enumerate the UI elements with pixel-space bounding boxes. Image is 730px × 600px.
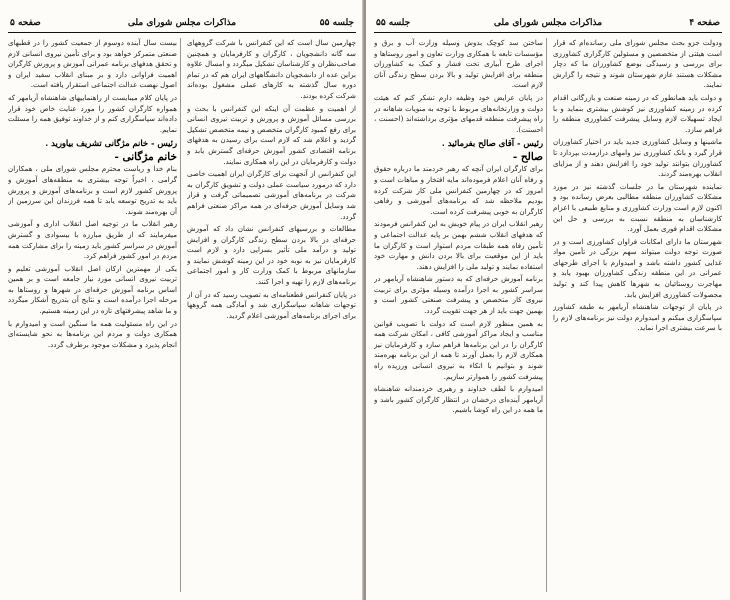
column-left — [374, 38, 547, 592]
paragraph: به همین منظور لازم است که دولت با تصویب قوانین مناسب و ایجاد مراکز آموزشی کافی ، امکان شرکت همه کارگران را در این برنامه‌ها فراهم سازد و کارفرمایان نیز همکاری لازم را بعمل آورند تا همه از این برنامه بهره‌مند شوند و بتوانیم با اتکاء به نیروی انسانی ورزیده راه پیشرفت کشور را هموارتر سازیم. — [374, 318, 543, 381]
page-number: صفحه ۵ — [10, 18, 41, 28]
paragraph: ماشینها و وسایل کشاورزی جدید باید در اختیار کشاورزان قرار گیرد و بانک کشاورزی نیز وامهای درازمدت بپردازد تا کشاورزان بتوانند تولید خود را افزایش دهند و از مزایای انقلاب بهره‌مند گردند. — [553, 137, 722, 179]
paragraph: چهارمین سال است که این کنفرانس با شرکت گروههای سه گانه دانشجویان ، کارگران و کارفرمایان و همچنین صاحب‌نظران و کارشناسان تشکیل میگردد و امسال علاوه براین عده از دانشجویان دانشگاههای ایران هم که در تمام دوره سال گذشته به کارهای عملی مشغول بوده‌اند شرکت کرده بودند. — [187, 38, 356, 100]
speaker-label: خانم مژگانی - — [114, 151, 177, 164]
paragraph: یکی از مهمترین ارکان اصل انقلاب آموزشی تعلیم و تربیت نیروی انسانی مورد نیاز جامعه است و بر همین اساس برنامه آموزش حرفه‌ای در شهرها و روستاها به مرحله اجرا درآمده است و نتایج آن بتدریج آشکار میگردد و ما شاهد پیشرفتهای تازه در این زمینه هستیم. — [8, 263, 177, 316]
speaker-label: رئیس - خانم مژگانی تشریف بیاورید . — [45, 138, 177, 149]
paragraph: و دولت باید همانطور که در زمینه صنعت و بازرگانی اقدام کرده در زمینه کشاورزی نیز کوشش بیشتری بنماید و با ایجاد تسهیلات لازم وسایل پیشرفت کشاورزی منطقه را فراهم سازد. — [553, 92, 722, 134]
column-left — [8, 38, 181, 592]
paragraph: در پایان کلام میبایست از راهنماییهای شاهنشاه آریامهر که همواره کارگران کشور را مورد عنایت خاص خود قرار داده‌اند سپاسگزاری کنم و از خداوند توفیق همه را مسئلت نمایم. — [8, 92, 177, 134]
paragraph: برنامه آموزش حرفه‌ای که به دستور شاهنشاه آریامهر در سراسر کشور به اجرا درآمده وسیله مؤثری برای تربیت نیروی کار متخصص و پیشرفت صنعتی کشور است و بهمین جهت باید از هر جهت تقویت گردد. — [374, 274, 543, 316]
paragraph: ودولت جزو بحث مجلس شورای ملی رسانده‌ام که قرار است هیئتی از متخصصین و مسئولین کارگزاری کشاورزی برای بررسی و رسیدگی بوضع کشاورزان ما که دچار مشکلات هستند عازم شهرستان شوند و نتیجه را گزارش نمایند. — [553, 38, 722, 90]
session-number: جلسه ۵۵ — [376, 18, 411, 28]
paragraph: مطالعات و بررسیهای کنفرانس نشان داد که آموزش حرفه‌ای در بالا بردن سطح زندگی کارگران و افزایش تولید و درآمد ملی تأثیر بسزایی دارد و لازم است کارفرمایان نیز به نوبه خود در این زمینه کوشش نمایند و سازمانهای مربوط با کمک وزارت کار و امور اجتماعی برنامه‌های لازم را تهیه و اجرا کنند. — [187, 224, 356, 287]
publication-title: مذاکرات مجلس شورای ملی — [127, 18, 237, 28]
paragraph: در این راه مسئولیت همه ما سنگین است و امیدوارم با همکاری دولت و مردم این برنامه‌ها به نحو شایسته‌ای انجام پذیرد و مشکلات موجود برطرف گردد. — [8, 318, 177, 349]
speaker-label: صالح - — [512, 151, 543, 164]
page-header — [374, 18, 722, 33]
text-columns — [374, 38, 722, 592]
paragraph: در پایان از توجهات شاهنشاه آریامهر به طبقه کشاورز سپاسگزاری میکنم و امیدوارم دولت نیز برنامه‌های لازم را با سرعت بیشتری اجرا نماید. — [553, 302, 722, 333]
column-right — [553, 38, 722, 592]
publication-title: مذاکرات مجلس شورای ملی — [493, 18, 603, 28]
right-page — [366, 0, 730, 600]
paragraph: امیدوارم با لطف خداوند و رهبری خردمندانه شاهنشاه آریامهر آینده‌ای درخشان در انتظار کارگران کشور باشد و ما همه در این راه کوشا باشیم. — [374, 384, 543, 415]
paragraph: بنام خدا و ریاست محترم مجلس شورای ملی ، همکاران گرامی ، اخیراً توجه بیشتری به منطقه‌های آموزش و پرورش کشور لازم است و برنامه‌های آموزش و پرورش باید به تدریج توسعه یابد تا همه فرزندان این سرزمین از آن بهره‌مند شوند. — [8, 164, 177, 216]
paragraph: رهبر انقلاب ایران در پیام خویش به این کنفرانس فرمودند که هدفهای انقلاب ششم بهمن بر پایه عدالت اجتماعی و تأمین رفاه همه طبقات مردم استوار است و کارگران ما باید از این موقعیت برای بالا بردن دانش و مهارت خود استفاده نمایند و تولید ملی را افزایش دهند. — [374, 219, 543, 271]
paragraph: بیست سال آینده دوسوم از جمعیت کشور را در قطبهای صنعتی متمرکز خواهد بود و برای تأمین نیروی انسانی لازم و تحقق هدفهای برنامه عمرانی آموزش و پرورش کارگران اهمیت فراوانی دارد و بر مبنای انقلاب سفید ایران و اصول نهضت عدالت اجتماعی استقرار یافته است. — [8, 38, 177, 90]
paragraph: این کنفرانس از آنجهت برای کارگران ایران اهمیت خاصی دارد که درمورد سیاست عملی دولت و تشویق کارگران به شرکت در برنامه‌های آموزشی تصمیماتی گرفت و قرار شد وسایل آموزش حرفه‌ای در همه مراکز صنعتی فراهم گردد. — [187, 169, 356, 221]
paragraph: ساختن سد کوچک بدوش وسیله وزارت آب و برق و مؤسسات تابعه با همکاری وزارت تعاون و امور روستاها و اجرای طرح آبیاری تحت فشار و کمک به کشاورزان منطقه برای افزایش تولید و بالا بردن سطح زندگی آنان لازم است. — [374, 38, 543, 90]
speaker-label: رئیس - آقای صالح بفرمائید . — [441, 138, 543, 149]
paragraph: نماینده شهرستان ما در جلسات گذشته نیز در مورد مشکلات کشاورزان منطقه مطالبی بعرض رسانده بود و اکنون لازم است وزارت کشاورزی و منابع طبیعی با اعزام کارشناسان به منطقه نسبت به بررسی و حل این مشکلات اقدام فوری بعمل آورد. — [553, 181, 722, 234]
left-page — [0, 0, 364, 600]
session-number: جلسه ۵۵ — [319, 18, 354, 28]
paragraph: از اهمیت و عظمت آن اینکه این کنفرانس با بحث و بررسی مسائل آموزش و پرورش و تربیت نیروی انسانی برای رفع کمبود کارگران متخصص و نیمه متخصص تشکیل گردید و اعلام شد که لازم است برای رسیدن به هدفهای برنامه اقتصادی کشور آموزش حرفه‌ای گسترش یابد و دولت و کارفرمایان در این راه همکاری نمایند. — [187, 103, 356, 166]
page-number: صفحه ۴ — [689, 18, 720, 28]
page-header — [8, 18, 356, 33]
paragraph: در پایان عرایض خود وظیفه دارم تشکر کنم که هیئت دولت و وزارتخانه‌های مربوط با توجه به منویات شاهانه در راه پیشرفت منطقه قدمهای مؤثری برداشته‌اند (احسنت ، احسنت). — [374, 92, 543, 134]
column-right — [187, 38, 356, 592]
text-columns — [8, 38, 356, 592]
paragraph: شهرستان ما دارای امکانات فراوان کشاورزی است و در صورت توجه دولت میتواند سهم بزرگی در تأمین مواد غذایی کشور داشته باشد و امیدوارم با اجرای طرحهای عمرانی در این منطقه زندگی کشاورزان بهبود یابد و مهاجرت روستائیان به شهرها کاهش پیدا کند و تولید محصولات کشاورزی افزایش یابد. — [553, 236, 722, 299]
paragraph: رهبر انقلاب ما در توجیه اصل انقلاب اداری و آموزشی میفرمایند که از طریق مبارزه با بیسوادی و گسترش آموزش در سراسر کشور باید زمینه را برای مشارکت همه مردم در امور کشور فراهم کرد. — [8, 219, 177, 261]
paragraph: برای کارگران ایران آنچه که رهبر خردمند ما درباره حقوق و رفاه آنان اعلام فرموده‌اند مایه افتخار و مباهات است و امروز که در چهارمین کنفرانس ملی کار شرکت کرده بودیم ملاحظه شد که برنامه‌های آموزشی و رفاهی کارگران به خوبی پیشرفت کرده است. — [374, 164, 543, 216]
paragraph: در پایان کنفرانس قطعنامه‌ای به تصویب رسید که در آن از توجهات شاهانه سپاسگزاری شد و آمادگی همه گروهها برای اجرای برنامه‌های آموزشی اعلام گردید. — [187, 289, 356, 320]
